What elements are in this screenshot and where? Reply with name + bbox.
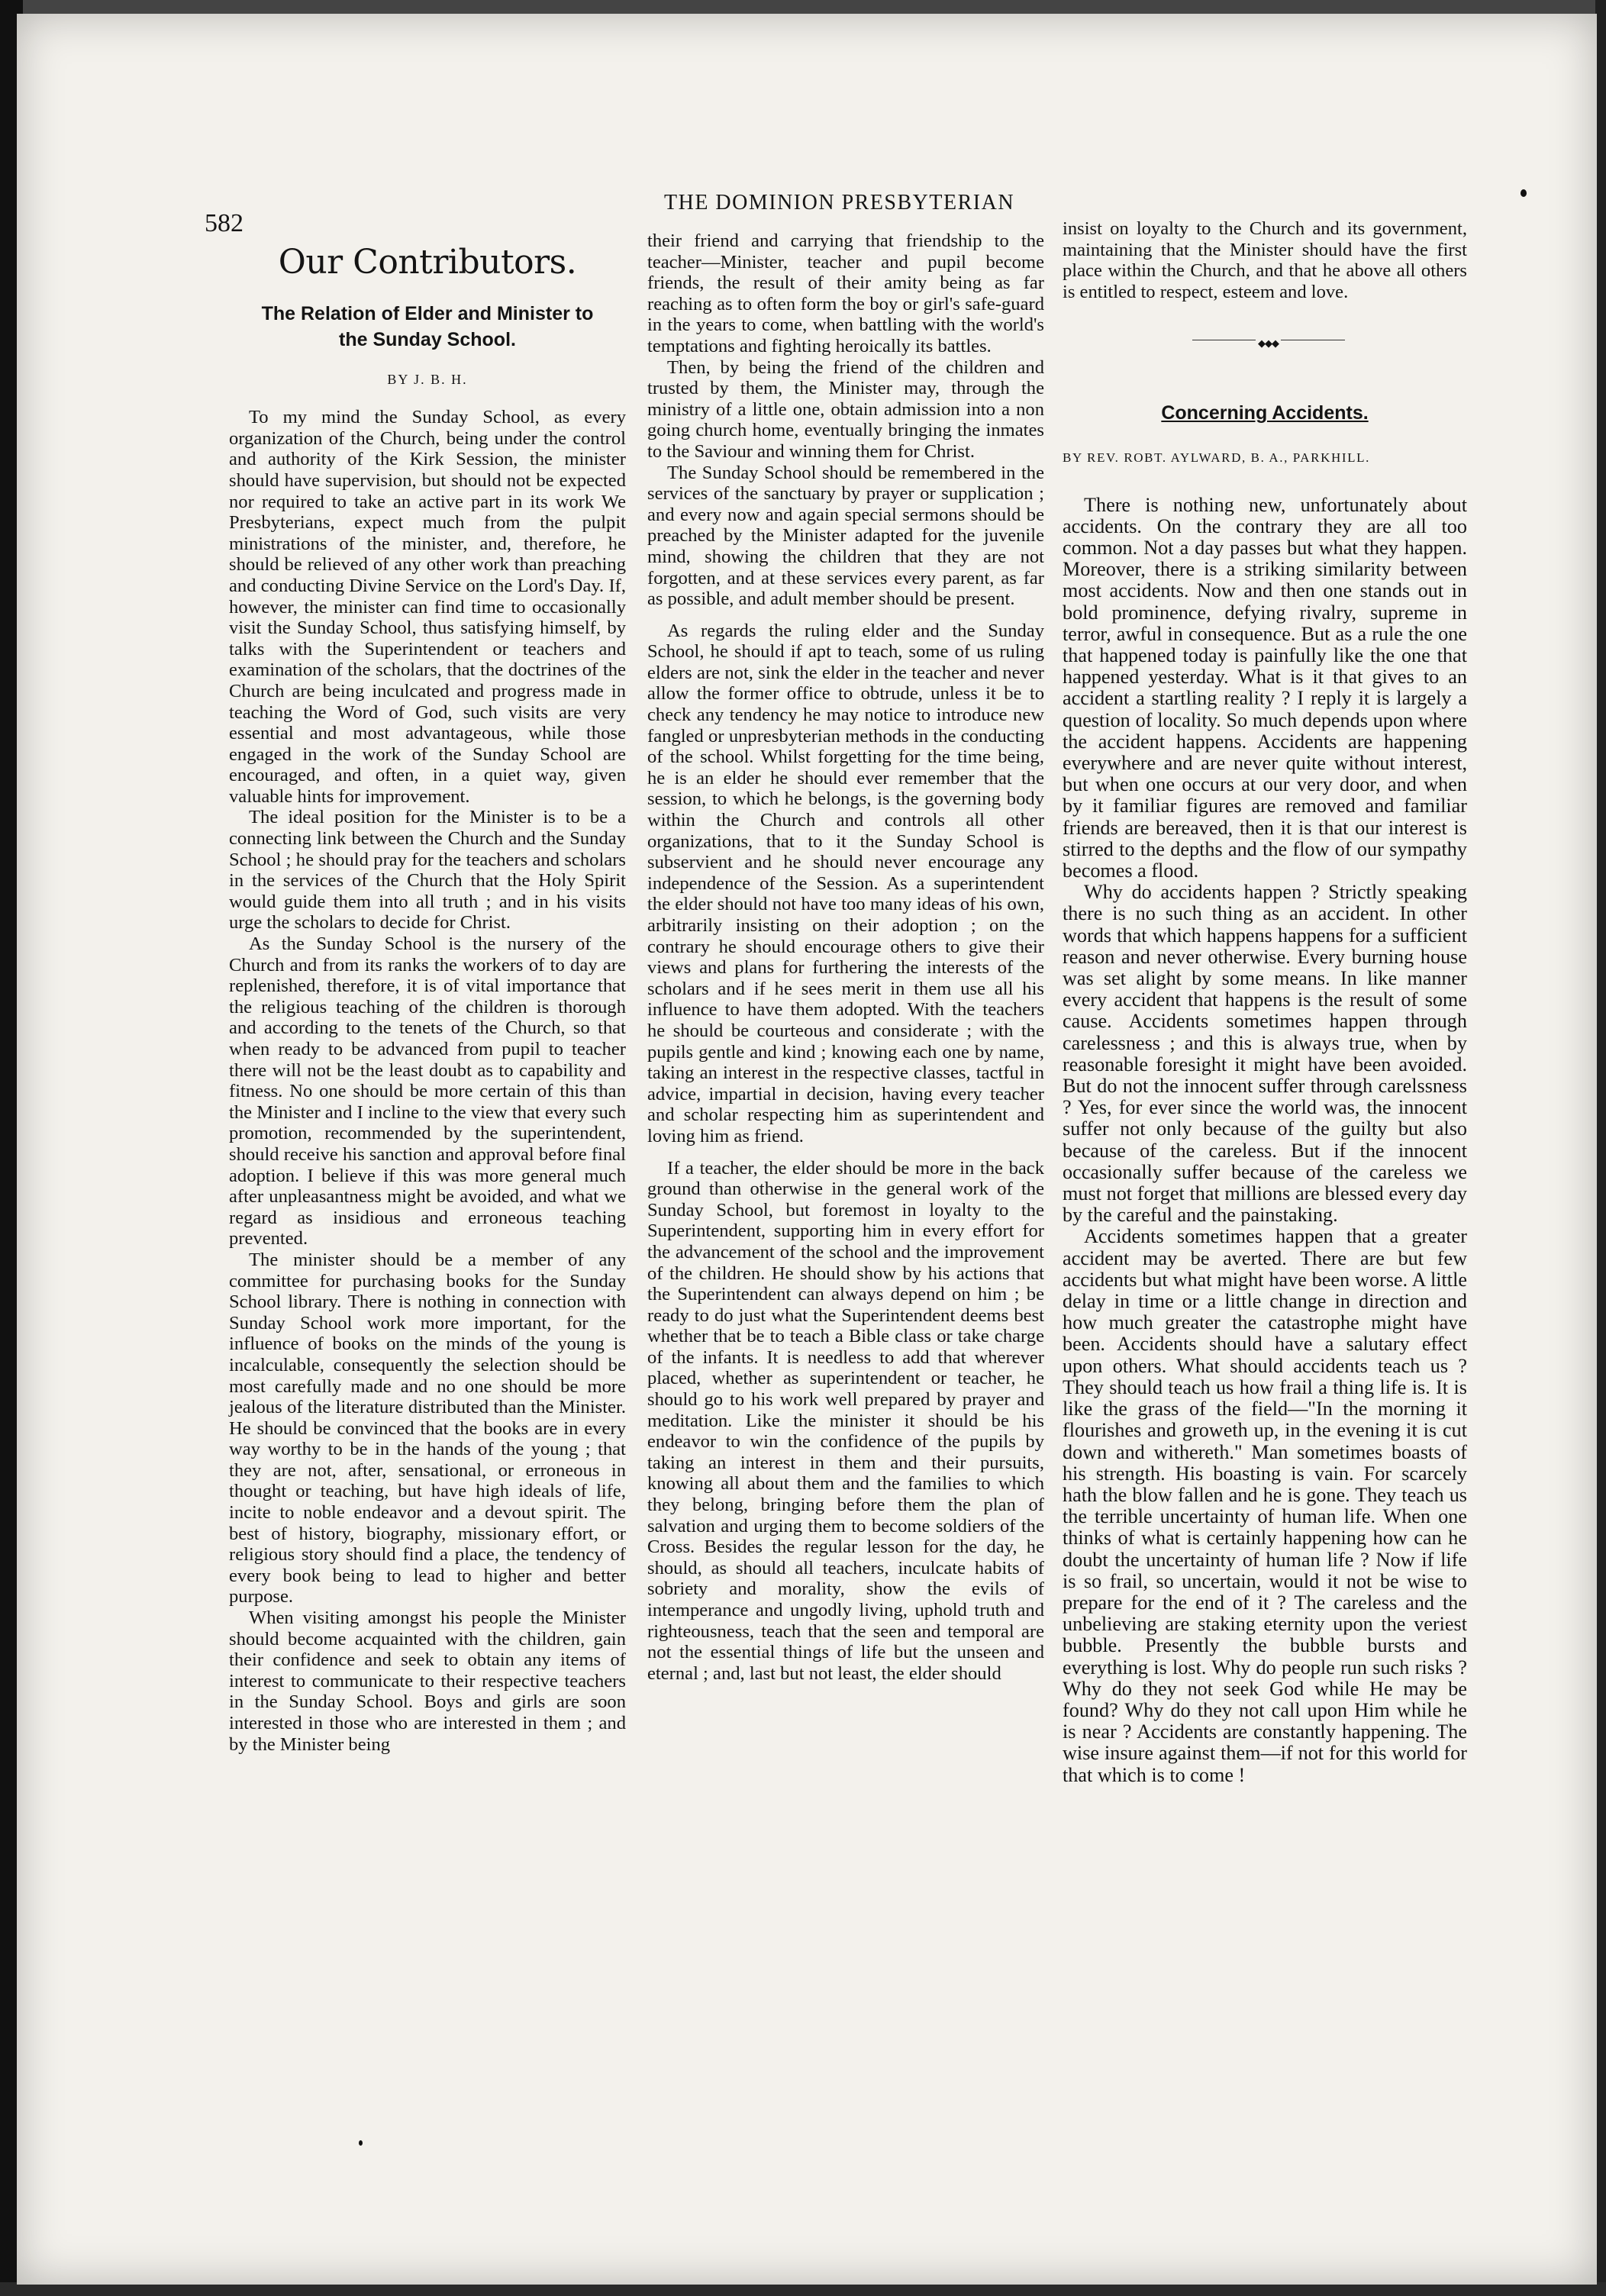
scan-border-top	[0, 0, 1606, 15]
paragraph: To my mind the Sunday School, as every organization of the Church, being under the control and authority of the Kirk Session, the minister should have supervision, but should not be expected nor required to take an active part in its work We Presbyterians, expect much from the pulpit ministrations of the minister, and, therefore, he should be relieved of any other work than preaching and conducting Divine Service on the Lord's Day. If, however, the minister can find time to occasionally visit the Sunday School, thus satisfying himself, by talks with the Superintendent or teachers and examination of the scholars, that the doctrines of the Church are being inculcated and progress made in teaching the Word of God, such visits are very essential and most advantageous, while those engaged in the work of the Sunday School are encouraged, and often, in a quiet way, given valuable hints for improvement.	[229, 407, 626, 807]
article-byline: BY REV. ROBT. AYLWARD, B. A., PARKHILL.	[1063, 450, 1370, 465]
article-body	[1063, 495, 1467, 1786]
paragraph: Accidents sometimes happen that a greater accident may be averted. There are but few accidents but what might have been worse. A little delay in time or a little change in direction and how much greater the catastrophe might have been. Accidents should have a salutary effect upon others. What should accidents teach us ? They should teach us how frail a thing life is. It is like the grass of the field—"In the morning it flourishes and groweth up, in the evening it is cut down and withereth." Man sometimes boasts of his strength. His boasting is vain. For scarcely hath the blow fallen and he is gone. They teach us the terrible uncertainty of human life. When one thinks of what is certainly happening how can he doubt the uncertainty of human life ? Now if life is so frail, so uncertain, would it not be wise to prepare for the end of it ? The careless and the unbelieving are staking eternity upon the veriest bubble. Presently the bubble bursts and everything is lost. Why do people run such risks ? Why do they not seek God while He may be found? Why do they not call upon Him while he is near ? Accidents are constantly happening. The wise insure against them—if not for this world for that which is to come !	[1063, 1225, 1467, 1786]
paragraph: As the Sunday School is the nursery of the Church and from its ranks the workers of to day are replenished, therefore, it is of vital importance that the religious teaching of the children is thorough and according to the tenets of the Church, so that when ready to be advanced from pupil to teacher there will not be the least doubt as to capability and fitness. No one should be more certain of this than the Minister and I incline to the view that every such promotion, recommended by the superintendent, should receive his sanction and approval before final adoption. I believe if this was more general much after unpleasantness might be avoided, and what we regard as insidious and erroneous teaching prevented.	[229, 934, 626, 1250]
paragraph: Then, by being the friend of the children and trusted by them, the Minister may, through the ministry of a little one, obtain admission into a non going church home, eventually bringing the inmates to the Saviour and winning them for Christ.	[647, 356, 1044, 462]
column-3	[1063, 218, 1467, 1786]
ink-speck	[359, 2140, 363, 2146]
scan-border-right	[1595, 0, 1606, 2296]
section-divider	[1063, 333, 1467, 348]
article-title: Concerning Accidents.	[1161, 402, 1369, 424]
paragraph-continued: insist on loyalty to the Church and its government, maintaining that the Minister should have the first place within the Church, and that he above all others is entitled to respect, esteem and love.	[1063, 218, 1467, 302]
column-1	[229, 226, 626, 1755]
paragraph-continued: their friend and carrying that friendship to the teacher—Minister, teacher and pupil become friends, the result of their amity being as far reaching as to often form the boy or girl's safe-guard in the years to come, when battling with the world's temptations and fighting heroically its battles.	[647, 231, 1044, 356]
paragraph: The minister should be a member of any committee for purchasing books for the Sunday School library. There is nothing in connection with Sunday School work more important, for the influence of books on the minds of the young is incalculable, consequently the selection should be most carefully made and no one should be more jealous of the literature distributed than the Minister. He should be convinced that the books are in every way worthy to be in the hands of the young ; that they are not, after, sensational, or erroneous in thought or teaching, but have high ideals of life, incite to noble endeavor and a devout spirit. The best of history, biography, missionary effort, or religious story should find a place, the tendency of every book being to lead to higher and better purpose.	[229, 1249, 626, 1608]
paragraph: The Sunday School should be remembered in the services of the sanctuary by prayer or supplication ; and every now and again special sermons should be preached by the Minister adapted for the juvenile mind, showing the children that they are not forgotten, and at these services every parent, as far as possible, and adult member should be present.	[647, 462, 1044, 610]
paragraph: If a teacher, the elder should be more in the back ground than otherwise in the general work of the Sunday School, but foremost in loyalty to the Superintendent, supporting him in every effort for the advancement of the school and the improvement of the children. He should show by his actions that the Superintendent can always depend on him ; be ready to do just what the Superintendent deems best whether that be to teach a Bible class or take charge of the infants. It is needless to add that wherever placed, whether as superintendent or teacher, he should go to his work well prepared by prayer and meditation. Like the minister it should be his endeavor to win the confidence of the pupils by taking an interest in them and their pursuits, knowing all about them and the families to which they belong, bringing before them the plan of salvation and urging them to become soldiers of the Cross. Besides the regular lesson for the day, he should, as should all teachers, inculcate habits of sobriety and morality, show the evils of intemperance and ungodly living, uphold truth and righteousness, teach that the seen and temporal are not the essential things of life but the unseen and eternal ; and, last but not least, the elder should	[647, 1157, 1044, 1684]
column-2	[647, 231, 1044, 1684]
page-number: 582	[205, 209, 243, 237]
paragraph: Why do accidents happen ? Strictly speaking there is no such thing as an accident. In other words that which happens happens for a sufficient reason and never otherwise. Every burning house was set alight by some means. In like manner every accident that happens is the result of some cause. Accidents sometimes happen through carelessness ; and this is always true, when by reasonable foresight it might have been avoided. But do not the innocent suffer through carelssness ? Yes, for ever since the world was, the innocent suffer not only because of the guilty but also because of the careless. But if the innocent occasionally suffer because of the careless we must not forget that millions are blessed every day by the careful and the painstaking.	[1063, 881, 1467, 1227]
article-byline: BY J. B. H.	[387, 371, 468, 387]
paragraph: The ideal position for the Minister is to be a connecting link between the Church and the Sunday School ; he should pray for the teachers and scholars in the services of the Church that the Holy Spirit would guide them into all truth ; and in his visits urge the scholars to decide for Christ.	[229, 807, 626, 934]
article-title-line-2: the Sunday School.	[339, 328, 516, 350]
running-head: THE DOMINION PRESBYTERIAN	[664, 191, 1015, 214]
article-title	[229, 301, 626, 353]
paragraph: As regards the ruling elder and the Sunday School, he should if apt to teach, some of us ruling elders are not, sink the elder in the teacher and never allow the former office to obtrude, unless it be to check any tendency he may notice to introduce new fangled or unpresbyterian methods in the conducting of the school. Whilst forgetting for the time being, he is an elder he should ever remember that the session, to which he belongs, is the governing body within the Church and controls all other organizations, that to it the Sunday School is subservient and he should never encourage any independence of the Session. As a superintendent the elder should not have too many ideas of his own, arbitrarily insisting on their adoption ; on the contrary he should encourage others to give their views and plans for furthering the interests of the scholars and if he sees merit in them use all his influence to have them adopted. With the teachers he should be courteous and considerate ; with the pupils gentle and kind ; knowing each one by name, taking an interest in the respective classes, tactful in advice, impartial in decision, having every teacher and scholar respecting him as superintendent and loving him as friend.	[647, 620, 1044, 1146]
section-title: Our Contributors.	[278, 243, 577, 282]
ink-speck	[1521, 189, 1527, 197]
paragraph: There is nothing new, unfortunately about accidents. On the contrary they are all too common. Not a day passes but what they happen. Moreover, there is a striking similarity between most accidents. Now and then one stands out in bold prominence, defying rivalry, supreme in terror, awful in consequence. But as a rule the one that happened today is painfully like the one that happened yesterday. What is it that gives to an accident a startling reality ? I reply it is largely a question of locality. So much depends upon where the accident happens. Accidents are happening everywhere and are never quite without interest, but when one occurs at our very door, and when by it familiar figures are removed and familiar friends are bereaved, then it is that our interest is stirred to the depths and the flow of our sympathy becomes a flood.	[1063, 493, 1467, 882]
article-title-line-1: The Relation of Elder and Minister to	[261, 302, 594, 324]
divider-ornament: ◆◆◆	[1256, 333, 1281, 354]
paragraph: When visiting amongst his people the Minister should become acquainted with the children, gain their confidence and seek to obtain any items of interest to communicate to their respective teachers in the Sunday School. Boys and girls are soon interested in those who are interested in them ; and by the Minister being	[229, 1608, 626, 1755]
